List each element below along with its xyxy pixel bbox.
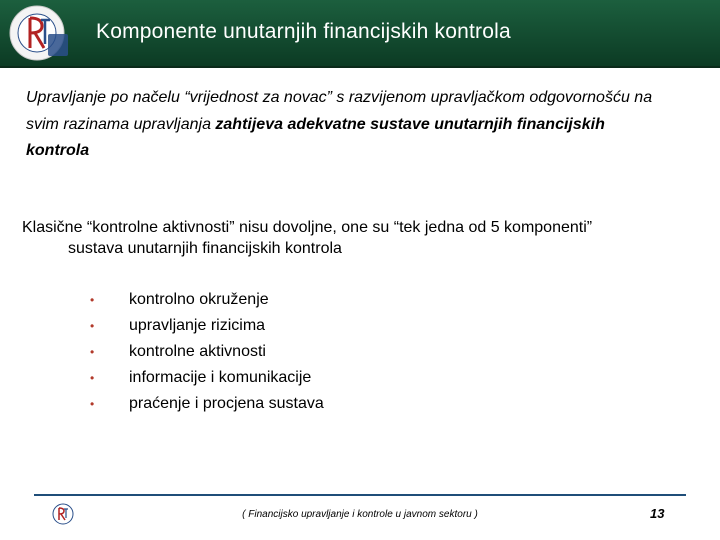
list-item-label: kontrolno okruženje — [129, 291, 269, 308]
slide-header — [0, 0, 720, 68]
bullet-icon: • — [90, 397, 95, 411]
list-item-label: praćenje i procjena sustava — [129, 395, 324, 412]
intro-text: Upravljanje po načelu “vrijednost za novac” s razvijenom upravljačkom odgovornošću na svim razinama upravljanja — [26, 89, 653, 133]
list-item — [90, 340, 324, 366]
list-item — [90, 314, 324, 340]
list-item — [90, 288, 324, 314]
footer-caption: ( Financijsko upravljanje i kontrole u javnom sektoru ) — [242, 509, 478, 520]
classic-line-1: Klasične “kontrolne aktivnosti” nisu dovoljne, one su “tek jedna od 5 komponenti” — [22, 219, 593, 236]
page-number: 13 — [650, 506, 665, 521]
intro-paragraph — [26, 85, 666, 165]
list-item — [90, 366, 324, 392]
bullet-icon: • — [90, 371, 95, 385]
footer-divider — [34, 494, 686, 496]
list-item-label: kontrolne aktivnosti — [129, 343, 266, 360]
intro-emphasis: zahtijeva adekvatne sustave unutarnjih financijskih kontrola — [26, 115, 605, 159]
bullet-icon: • — [90, 293, 95, 307]
slide-title: Komponente unutarnjih financijskih kontrola — [96, 20, 511, 43]
classic-line-2: sustava unutarnjih financijskih kontrola — [68, 240, 342, 257]
components-list — [90, 288, 324, 418]
list-item-label: informacije i komunikacije — [129, 369, 312, 386]
bullet-icon: • — [90, 319, 95, 333]
institution-logo-icon — [8, 4, 70, 62]
list-item-label: upravljanje rizicima — [129, 317, 266, 334]
bullet-icon: • — [90, 345, 95, 359]
classic-controls-paragraph — [22, 217, 702, 259]
list-item — [90, 392, 324, 418]
